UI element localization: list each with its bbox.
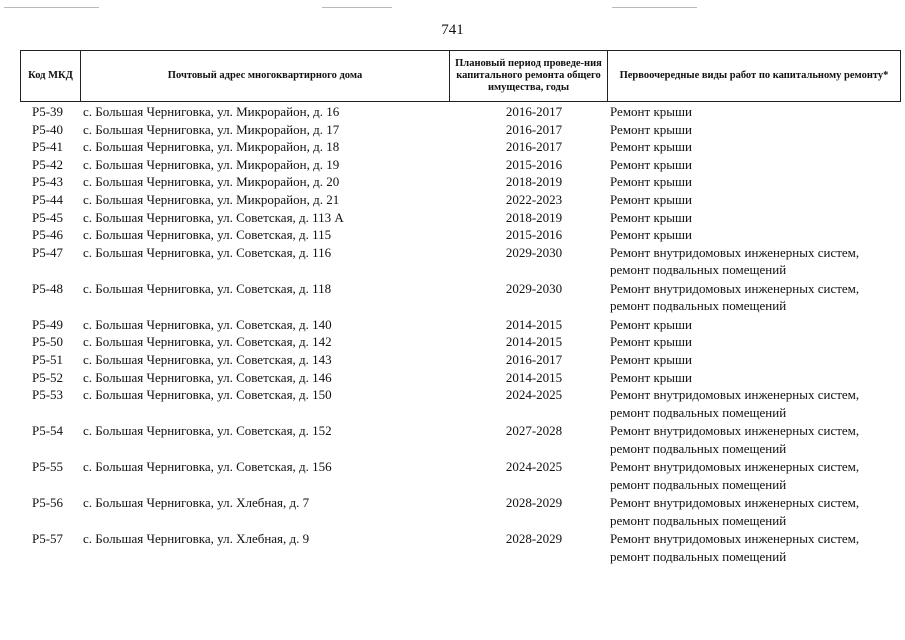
table-row [20, 191, 901, 209]
row-works [610, 244, 859, 279]
row-period: 2014-2015 [505, 369, 563, 385]
table-row [20, 351, 901, 369]
row-code: Р5-50 [32, 334, 64, 350]
row-code: Р5-44 [32, 191, 64, 207]
row-period: 2016-2017 [505, 104, 563, 119]
row-works-line1: Ремонт крыши [610, 104, 692, 119]
row-code: Р5-41 [32, 139, 64, 155]
row-address: с. Большая Черниговка, ул. Советская, д. 146 [83, 369, 332, 385]
row-address: с. Большая Черниговка, ул. Советская, д. 152 [83, 423, 332, 439]
row-address: с. Большая Черниговка, ул. Микрорайон, д. 18 [83, 139, 340, 155]
row-works [610, 351, 692, 369]
table-header [20, 50, 901, 102]
row-works [610, 369, 692, 387]
row-code: Р5-45 [32, 209, 64, 225]
row-address: с. Большая Черниговка, ул. Советская, д. 156 [83, 459, 332, 475]
table-row [20, 121, 901, 139]
row-works-line1: Ремонт крыши [610, 369, 692, 385]
row-period: 2029-2030 [505, 280, 563, 296]
row-works-line1: Ремонт крыши [610, 139, 692, 155]
row-works-line1: Ремонт крыши [610, 121, 692, 137]
row-address: с. Большая Черниговка, ул. Советская, д. 150 [83, 387, 332, 403]
header-address: Почтовый адрес многоквартирного дома [80, 51, 449, 101]
row-period: 2014-2015 [505, 316, 563, 332]
table-body [20, 103, 901, 566]
row-works [610, 333, 692, 351]
header-code: Код МКД [20, 51, 80, 101]
row-works-line1: Ремонт крыши [610, 156, 692, 172]
table-row [20, 494, 901, 530]
table-row [20, 226, 901, 244]
row-works-line2: ремонт подвальных помещений [610, 262, 787, 278]
row-works-line1: Ремонт крыши [610, 351, 692, 367]
row-code: Р5-42 [32, 156, 64, 172]
row-works-line2: ремонт подвальных помещений [610, 512, 787, 528]
row-works-line2: ремонт подвальных помещений [610, 548, 787, 564]
row-works [610, 386, 859, 421]
row-address: с. Большая Черниговка, ул. Советская, д. 116 [83, 244, 332, 260]
table-row [20, 369, 901, 387]
row-address: с. Большая Черниговка, ул. Микрорайон, д. 17 [83, 121, 340, 137]
table-row [20, 530, 901, 566]
row-period: 2024-2025 [505, 459, 563, 475]
row-works [610, 530, 859, 565]
row-code: Р5-52 [32, 369, 64, 385]
row-address: с. Большая Черниговка, ул. Советская, д. 143 [83, 351, 332, 367]
row-address: с. Большая Черниговка, ул. Советская, д. 113 А [83, 209, 344, 225]
row-address: с. Большая Черниговка, ул. Микрорайон, д. 21 [83, 191, 340, 207]
row-address: с. Большая Черниговка, ул. Микрорайон, д. 19 [83, 156, 340, 172]
row-code: Р5-48 [32, 280, 64, 296]
row-works-line1: Ремонт внутридомовых инженерных систем, [610, 531, 860, 547]
row-works-line1: Ремонт крыши [610, 316, 692, 332]
row-code: Р5-53 [32, 387, 64, 403]
row-period: 2014-2015 [505, 334, 563, 350]
row-period: 2024-2025 [505, 387, 563, 403]
row-code: Р5-40 [32, 121, 64, 137]
row-address: с. Большая Черниговка, ул. Хлебная, д. 7 [83, 495, 310, 511]
row-works [610, 156, 692, 174]
row-works [610, 121, 692, 139]
row-period: 2015-2016 [505, 227, 563, 243]
row-period: 2022-2023 [505, 191, 563, 207]
row-code: Р5-47 [32, 244, 64, 260]
row-period: 2027-2028 [505, 423, 563, 439]
row-works [610, 422, 859, 457]
row-works [610, 103, 692, 121]
row-works-line1: Ремонт крыши [610, 227, 692, 243]
row-period: 2018-2019 [505, 174, 563, 190]
table-row [20, 209, 901, 227]
row-period: 2018-2019 [505, 209, 563, 225]
table-row [20, 386, 901, 422]
row-period: 2016-2017 [505, 139, 563, 155]
row-address: с. Большая Черниговка, ул. Советская, д. 140 [83, 316, 332, 332]
row-period: 2029-2030 [505, 244, 563, 260]
table-row [20, 156, 901, 174]
scan-artifact [4, 7, 99, 8]
row-code: Р5-43 [32, 174, 64, 190]
row-works-line2: ремонт подвальных помещений [610, 476, 787, 492]
row-address: с. Большая Черниговка, ул. Советская, д. 118 [83, 280, 332, 296]
row-works [610, 494, 859, 529]
row-works-line1: Ремонт внутридомовых инженерных систем, [610, 387, 860, 403]
row-works [610, 316, 692, 334]
row-works-line1: Ремонт внутридомовых инженерных систем, [610, 495, 860, 511]
row-works [610, 173, 692, 191]
row-works-line1: Ремонт крыши [610, 174, 692, 190]
row-works-line2: ремонт подвальных помещений [610, 440, 787, 456]
row-address: с. Большая Черниговка, ул. Советская, д. 142 [83, 334, 332, 350]
table-row [20, 244, 901, 280]
row-code: Р5-49 [32, 316, 64, 332]
row-address: с. Большая Черниговка, ул. Хлебная, д. 9 [83, 531, 310, 547]
row-works-line1: Ремонт внутридомовых инженерных систем, [610, 459, 860, 475]
row-works-line1: Ремонт внутридомовых инженерных систем, [610, 244, 860, 260]
table-row [20, 422, 901, 458]
row-works [610, 209, 692, 227]
row-period: 2016-2017 [505, 121, 563, 137]
row-works-line2: ремонт подвальных помещений [610, 298, 787, 314]
table-row [20, 333, 901, 351]
table-row [20, 316, 901, 334]
row-code: Р5-46 [32, 227, 64, 243]
row-works [610, 280, 859, 315]
row-works [610, 191, 692, 209]
page-number: 741 [441, 22, 464, 38]
table-row [20, 103, 901, 121]
row-period: 2016-2017 [505, 351, 563, 367]
header-works: Первоочередные виды работ по капитальному ремонту* [607, 51, 901, 101]
row-code: Р5-55 [32, 459, 64, 475]
table-row [20, 138, 901, 156]
row-works-line1: Ремонт крыши [610, 191, 692, 207]
row-works [610, 226, 692, 244]
row-works-line1: Ремонт внутридомовых инженерных систем, [610, 280, 860, 296]
table-row [20, 458, 901, 494]
header-period: Плановый период проведе-ния капитального ремонта общего имущества, годы [449, 51, 607, 101]
scan-artifact [322, 7, 392, 8]
row-period: 2015-2016 [505, 156, 563, 172]
row-code: Р5-54 [32, 423, 64, 439]
table-row [20, 280, 901, 316]
row-address: с. Большая Черниговка, ул. Советская, д. 115 [83, 227, 332, 243]
row-works-line2: ремонт подвальных помещений [610, 404, 787, 420]
row-code: Р5-51 [32, 351, 64, 367]
row-works-line1: Ремонт внутридомовых инженерных систем, [610, 423, 860, 439]
row-address: с. Большая Черниговка, ул. Микрорайон, д. 20 [83, 174, 340, 190]
row-address: с. Большая Черниговка, ул. Микрорайон, д. 16 [83, 104, 340, 119]
table-row [20, 173, 901, 191]
row-works [610, 138, 692, 156]
row-works-line1: Ремонт крыши [610, 209, 692, 225]
row-code: Р5-57 [32, 531, 64, 547]
row-code: Р5-56 [32, 495, 64, 511]
scan-artifact [612, 7, 697, 8]
row-works [610, 458, 859, 493]
row-period: 2028-2029 [505, 531, 563, 547]
row-code: Р5-39 [32, 104, 64, 119]
row-works-line1: Ремонт крыши [610, 334, 692, 350]
row-period: 2028-2029 [505, 495, 563, 511]
